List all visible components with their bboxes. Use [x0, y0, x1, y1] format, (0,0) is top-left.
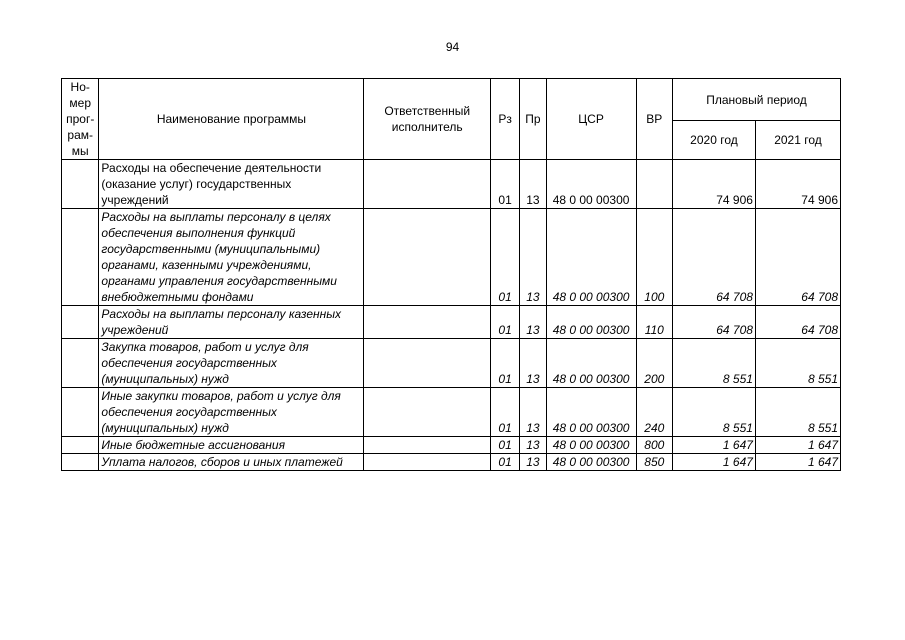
- page-number: 94: [445, 40, 460, 54]
- cell-2020: 1 647: [672, 454, 755, 471]
- cell-csr: 48 0 00 00300: [546, 160, 636, 209]
- cell-executor: [364, 454, 490, 471]
- cell-executor: [364, 437, 490, 454]
- cell-csr: 48 0 00 00300: [546, 306, 636, 339]
- table-row: [62, 209, 841, 306]
- cell-vr: 110: [636, 306, 672, 339]
- header-vr: ВР: [636, 79, 672, 160]
- cell-2020: 64 708: [672, 209, 755, 306]
- table-row: [62, 437, 841, 454]
- cell-program-number: [62, 388, 99, 437]
- cell-program-name: Расходы на выплаты персоналу казенных учреждений: [99, 306, 364, 339]
- cell-program-number: [62, 209, 99, 306]
- table-row: [62, 454, 841, 471]
- cell-csr: 48 0 00 00300: [546, 339, 636, 388]
- cell-pr: 13: [520, 437, 546, 454]
- cell-executor: [364, 160, 490, 209]
- cell-2020: 8 551: [672, 388, 755, 437]
- header-year-2021: 2021 год: [755, 121, 840, 160]
- cell-2021: 8 551: [755, 339, 840, 388]
- cell-2021: 64 708: [755, 209, 840, 306]
- cell-csr: 48 0 00 00300: [546, 209, 636, 306]
- cell-vr: [636, 160, 672, 209]
- cell-csr: 48 0 00 00300: [546, 437, 636, 454]
- cell-rz: 01: [490, 306, 519, 339]
- cell-2021: 1 647: [755, 454, 840, 471]
- cell-pr: 13: [520, 339, 546, 388]
- cell-2021: 8 551: [755, 388, 840, 437]
- header-planned-period: Плановый период: [672, 79, 840, 121]
- cell-program-name: Иные закупки товаров, работ и услуг для обеспечения государственных (муниципальных) нужд: [99, 388, 364, 437]
- header-executor: Ответственный исполнитель: [364, 79, 490, 160]
- cell-2020: 8 551: [672, 339, 755, 388]
- cell-2021: 64 708: [755, 306, 840, 339]
- table-body: [62, 160, 841, 471]
- table-row: [62, 339, 841, 388]
- cell-executor: [364, 388, 490, 437]
- cell-program-number: [62, 437, 99, 454]
- cell-rz: 01: [490, 160, 519, 209]
- cell-program-name: Расходы на выплаты персоналу в целях обеспечения выполнения функций государственными (муниципальными) органами, казенными учреждениями, органами управления государственными внебюджетными фондами: [99, 209, 364, 306]
- cell-2020: 64 708: [672, 306, 755, 339]
- cell-pr: 13: [520, 306, 546, 339]
- header-pr: Пр: [520, 79, 546, 160]
- cell-executor: [364, 339, 490, 388]
- cell-pr: 13: [520, 454, 546, 471]
- cell-pr: 13: [520, 209, 546, 306]
- cell-pr: 13: [520, 388, 546, 437]
- table-row: [62, 306, 841, 339]
- cell-vr: 200: [636, 339, 672, 388]
- cell-program-number: [62, 306, 99, 339]
- cell-rz: 01: [490, 388, 519, 437]
- cell-2020: 1 647: [672, 437, 755, 454]
- table-row: [62, 388, 841, 437]
- budget-table: [61, 78, 841, 471]
- cell-program-number: [62, 160, 99, 209]
- cell-program-name: Расходы на обеспечение деятельности (оказание услуг) государственных учреждений: [99, 160, 364, 209]
- cell-program-name: Закупка товаров, работ и услуг для обеспечения государственных (муниципальных) нужд: [99, 339, 364, 388]
- header-csr: ЦСР: [546, 79, 636, 160]
- cell-rz: 01: [490, 339, 519, 388]
- cell-2020: 74 906: [672, 160, 755, 209]
- header-year-2020: 2020 год: [672, 121, 755, 160]
- cell-program-name: Уплата налогов, сборов и иных платежей: [99, 454, 364, 471]
- header-program-name: Наименование программы: [99, 79, 364, 160]
- cell-2021: 1 647: [755, 437, 840, 454]
- cell-program-number: [62, 339, 99, 388]
- cell-csr: 48 0 00 00300: [546, 454, 636, 471]
- cell-vr: 240: [636, 388, 672, 437]
- table-row: [62, 160, 841, 209]
- cell-rz: 01: [490, 209, 519, 306]
- cell-vr: 850: [636, 454, 672, 471]
- cell-vr: 100: [636, 209, 672, 306]
- cell-pr: 13: [520, 160, 546, 209]
- cell-2021: 74 906: [755, 160, 840, 209]
- cell-executor: [364, 306, 490, 339]
- cell-csr: 48 0 00 00300: [546, 388, 636, 437]
- cell-vr: 800: [636, 437, 672, 454]
- cell-executor: [364, 209, 490, 306]
- cell-rz: 01: [490, 437, 519, 454]
- header-rz: Рз: [490, 79, 519, 160]
- cell-rz: 01: [490, 454, 519, 471]
- cell-program-name: Иные бюджетные ассигнования: [99, 437, 364, 454]
- header-program-number: Но-мер прог-рам-мы: [62, 79, 99, 160]
- cell-program-number: [62, 454, 99, 471]
